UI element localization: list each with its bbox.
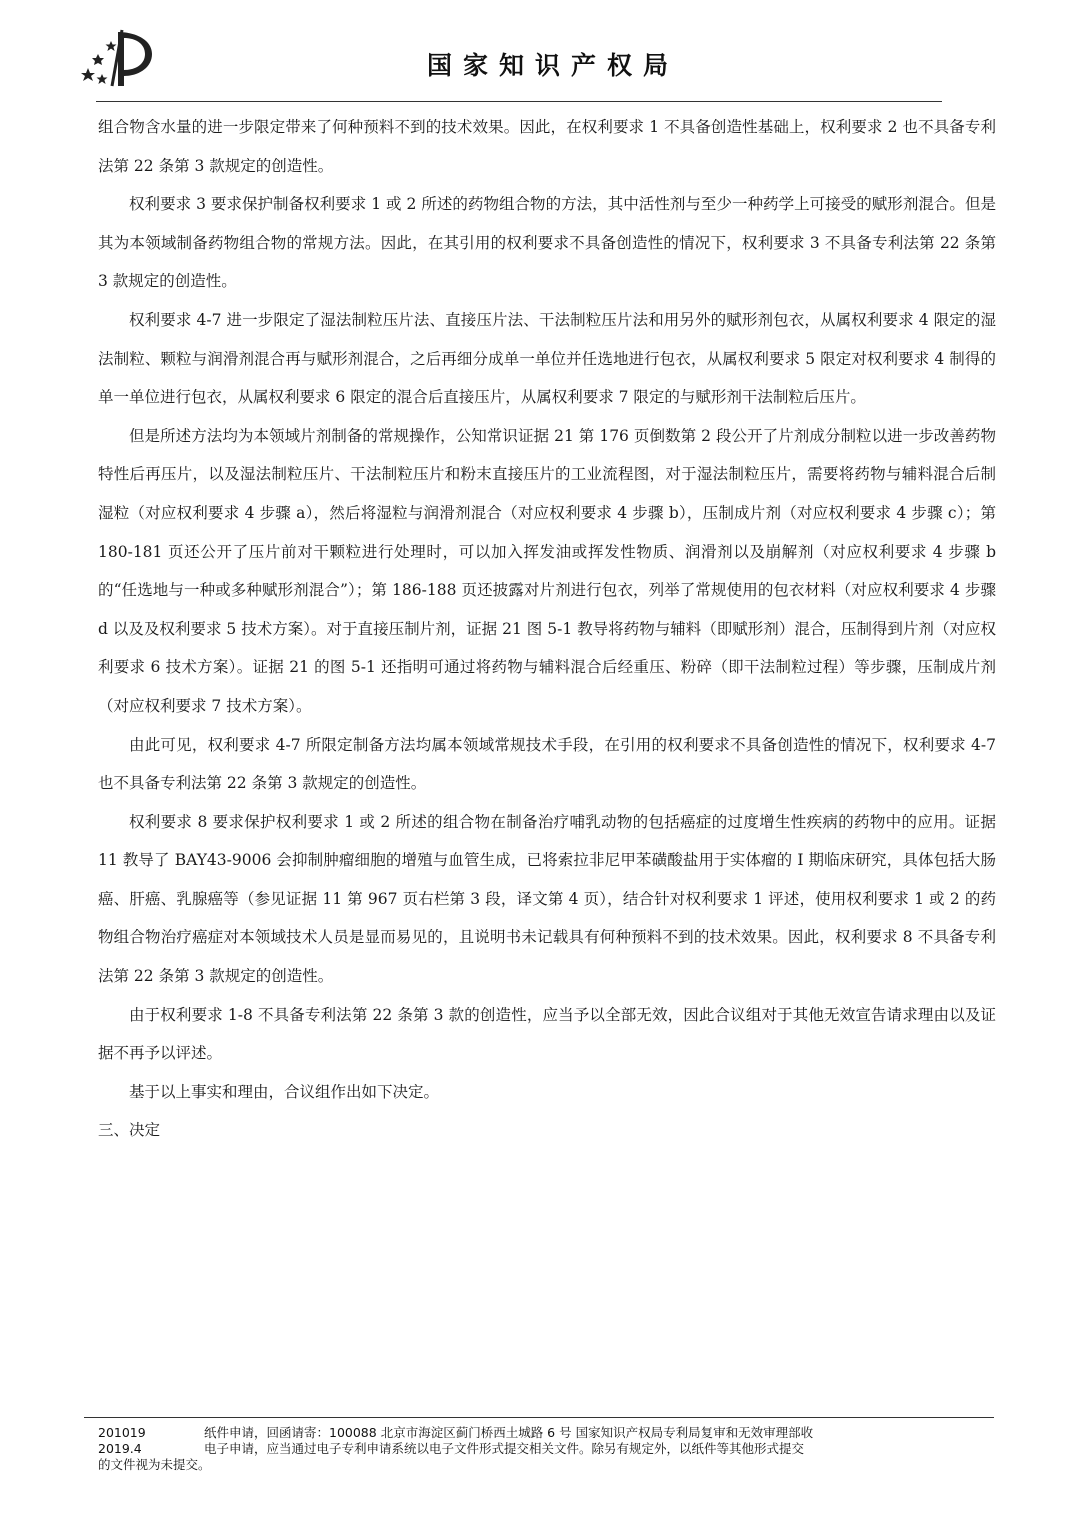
footer-text: 纸件申请，回函请寄：100088 北京市海淀区蓟门桥西土城路 6 号 国家知识产权局专利局复审和无效审理部收 <box>204 1425 814 1440</box>
paragraph: 由于权利要求 1-8 不具备专利法第 22 条第 3 款的创造性，应当予以全部无效，因此合议组对于其他无效宣告请求理由以及证据不再予以评述。 <box>98 1005 996 1063</box>
footer-row <box>98 1441 998 1457</box>
footer-divider <box>84 1417 994 1418</box>
footer-text: 电子申请，应当通过电子专利申请系统以电子文件形式提交相关文件。除另有规定外，以纸件等其他形式提交 <box>204 1441 805 1456</box>
footer-row <box>98 1425 998 1441</box>
footer-continuation: 的文件视为未提交。 <box>98 1457 211 1472</box>
paragraph: 权利要求 8 要求保护权利要求 1 或 2 所述的组合物在制备治疗哺乳动物的包括癌症的过度增生性疾病的药物中的应用。证据 11 教导了 BAY43-9006 会抑制肿瘤细胞的增殖与血管生成，已将索拉非尼甲苯磺酸盐用于实体瘤的 I 期临床研究，具体包括大肠癌、肝癌、乳腺癌等（参见证据 11 第 967 页右栏第 3 段，译文第 4 页），结合针对权利要求 1 评述，使用权利要求 1 或 2 的药物组合物治疗癌症对本领域技术人员是显而易见的，且说明书未记载具有何种预料不到的技术效果。因此，权利要求 8 不具备专利法第 22 条第 3 款规定的创造性。 <box>98 812 996 986</box>
paragraph: 由此可见，权利要求 4-7 所限定制备方法均属本领域常规技术手段，在引用的权利要求不具备创造性的情况下，权利要求 4-7 也不具备专利法第 22 条第 3 款规定的创造性。 <box>98 735 996 793</box>
page-header <box>0 0 1080 104</box>
form-code: 201019 <box>98 1425 146 1440</box>
paragraph: 但是所述方法均为本领域片剂制备的常规操作，公知常识证据 21 第 176 页倒数第 2 段公开了片剂成分制粒以进一步改善药物特性后再压片，以及湿法制粒压片、干法制粒压片和粉末直接压片的工业流程图，对于湿法制粒压片，需要将药物与辅料混合后制湿粒（对应权利要求 4 步骤 a），然后将湿粒与润滑剂混合（对应权利要求 4 步骤 b），压制成片剂（对应权利要求 4 步骤 c）；第 180-181 页还公开了压片前对干颗粒进行处理时，可以加入挥发油或挥发性物质、润滑剂以及崩解剂（对应权利要求 4 步骤 b 的“任选地与一种或多种赋形剂混合”）；第 186-188 页还披露对片剂进行包衣，列举了常规使用的包衣材料（对应权利要求 4 步骤 d 以及及权利要求 5 技术方案）。对于直接压制片剂，证据 21 图 5-1 教导将药物与辅料（即赋形剂）混合，压制得到片剂（对应权利要求 6 技术方案）。证据 21 的图 5-1 还指明可通过将药物与辅料混合后经重压、粉碎（即干法制粒过程）等步骤，压制成片剂（对应权利要求 7 技术方案）。 <box>98 426 996 715</box>
paragraph: 组合物含水量的进一步限定带来了何种预料不到的技术效果。因此，在权利要求 1 不具备创造性基础上，权利要求 2 也不具备专利法第 22 条第 3 款规定的创造性。 <box>98 118 996 175</box>
header-divider <box>96 101 942 102</box>
paragraph: 权利要求 3 要求保护制备权利要求 1 或 2 所述的药物组合物的方法，其中活性剂与至少一种药学上可接受的赋形剂混合。但是其为本领域制备药物组合物的常规方法。因此，在其引用的权利要求不具备创造性的情况下，权利要求 3 不具备专利法第 22 条第 3 款规定的创造性。 <box>98 195 996 291</box>
section-heading: 三、决定 <box>98 1121 161 1140</box>
paragraph: 基于以上事实和理由，合议组作出如下决定。 <box>129 1082 440 1101</box>
form-version: 2019.4 <box>98 1441 142 1456</box>
paragraph: 权利要求 4-7 进一步限定了湿法制粒压片法、直接压片法、干法制粒压片法和用另外的赋形剂包衣，从属权利要求 4 限定的湿法制粒、颗粒与润滑剂混合再与赋形剂混合，之后再细分成单一单位并任选地进行包衣，从属权利要求 5 限定对权利要求 4 制得的单一单位进行包衣，从属权利要求 6 限定的混合后直接压片，从属权利要求 7 限定的与赋形剂干法制粒后压片。 <box>98 310 996 407</box>
document-body <box>98 108 996 1150</box>
page-footer <box>98 1425 998 1473</box>
office-name: 国家知识产权局 <box>426 51 679 80</box>
